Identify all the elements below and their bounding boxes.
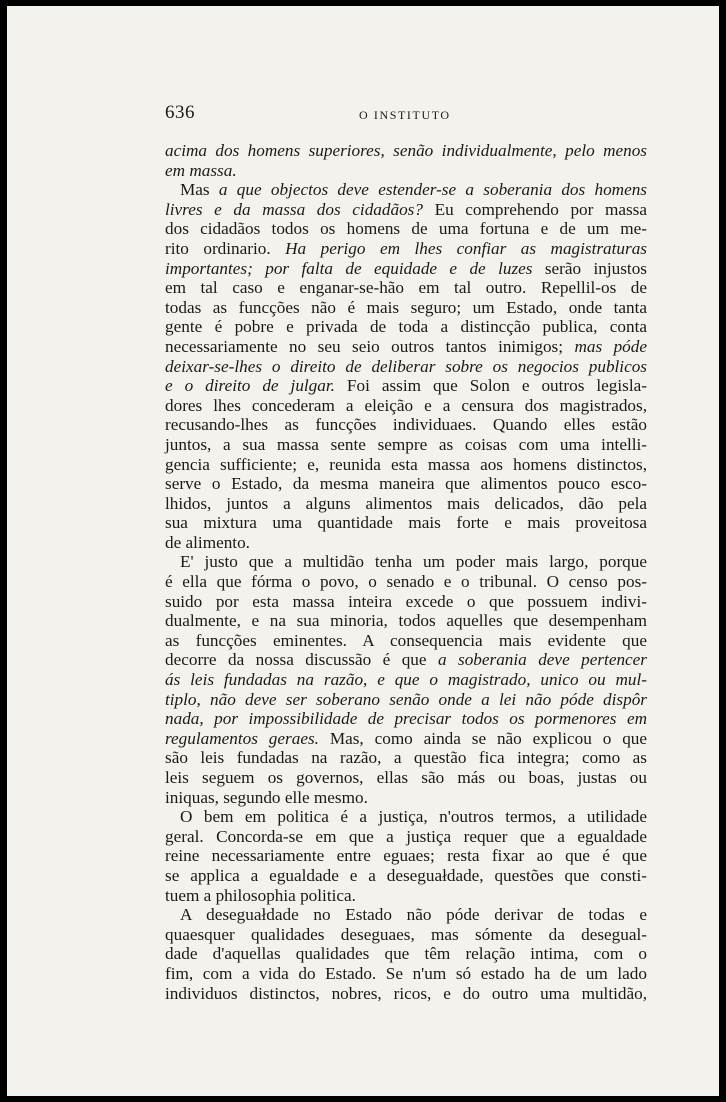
text-line xyxy=(165,984,647,1004)
text-line xyxy=(165,552,647,572)
text-run: geral. Concorda-se em que a justiça requer que a egualdade xyxy=(165,826,647,846)
italic-run: ás leis fundadas na razão, e que o magistrado, unico ou mul- xyxy=(165,670,647,690)
text-run: rito ordinario. xyxy=(165,238,286,258)
text-line xyxy=(165,317,647,337)
text-run: gente é pobre e privada de toda a distincção publica, conta xyxy=(165,317,647,337)
page-header xyxy=(165,102,647,126)
text-run: necessariamente no seu seio outros tantos inimigos; xyxy=(165,336,575,356)
text-line xyxy=(165,886,647,906)
text-run: dores lhes concederam a eleição e a censura dos magistrados, xyxy=(165,395,647,415)
text-run: reine necessariamente entre eguaes; resta fixar ao que é que xyxy=(165,846,647,866)
running-title: O INSTITUTO xyxy=(359,108,451,122)
text-run: sua mixtura uma quantidade mais forte e mais proveitosa xyxy=(165,513,647,533)
text-run: individuos distinctos, nobres, ricos, e do outro uma multidão, xyxy=(165,983,647,1003)
text-line xyxy=(165,219,647,239)
text-run: se applica a egualdade e a deseguałdade, questões que consti- xyxy=(165,865,647,885)
italic-run: importantes; por falta de equidade e de luzes xyxy=(165,258,533,278)
text-run: quaesquer qualidades deseguaes, mas sómente da desegual- xyxy=(165,924,647,944)
scan-border-right xyxy=(719,0,726,1102)
text-line xyxy=(165,650,647,670)
text-run: é ella que fórma o povo, o senado e o tribunal. O censo pos- xyxy=(165,572,647,592)
text-line xyxy=(165,925,647,945)
italic-run: a que objectos deve estender-se a soberania dos homens xyxy=(218,180,647,200)
text-run: dualmente, e na sua minoria, todos aquelles que desempenham xyxy=(165,611,647,631)
scan-border-left xyxy=(0,0,7,1102)
italic-run: a soberania deve pertencer xyxy=(437,650,647,670)
italic-run: regulamentos geraes. xyxy=(165,728,319,748)
text-line xyxy=(165,944,647,964)
italic-run: em massa. xyxy=(165,160,237,180)
text-line xyxy=(165,494,647,514)
text-line xyxy=(165,435,647,455)
text-line xyxy=(165,455,647,475)
italic-run: nada, por impossibilidade de precisar todos os pormenores em xyxy=(165,709,647,729)
text-run: dos cidadãos todos os homens de uma fortuna e de um me- xyxy=(165,219,647,239)
text-line xyxy=(165,141,647,161)
italic-run: Ha perigo em lhes confiar as magistraturas xyxy=(285,238,647,258)
text-line xyxy=(165,690,647,710)
text-run: E' justo que a multidão tenha um poder mais largo, porque xyxy=(180,552,647,572)
text-run: serve o Estado, da mesma maneira que alimentos pouco esco- xyxy=(165,474,647,494)
text-run: serão injustos xyxy=(532,258,647,278)
text-line xyxy=(165,709,647,729)
text-line xyxy=(165,807,647,827)
text-line xyxy=(165,337,647,357)
text-line xyxy=(165,748,647,768)
text-run: A deseguałdade no Estado não póde derivar de todas e xyxy=(180,905,647,925)
italic-run: livres e da massa dos cidadãos? xyxy=(165,199,423,219)
italic-run: e o direito de julgar. xyxy=(165,376,335,396)
text-line xyxy=(165,768,647,788)
text-line xyxy=(165,846,647,866)
text-run: as funcções eminentes. A consequencia mais evidente que xyxy=(165,630,647,650)
page-number: 636 xyxy=(165,102,195,123)
text-line xyxy=(165,788,647,808)
text-run: todas as funcções não é mais seguro; um Estado, onde tanta xyxy=(165,297,647,317)
page xyxy=(5,8,719,1095)
italic-run: mas póde xyxy=(574,336,647,356)
scan-border-bottom xyxy=(0,1096,726,1102)
text-line xyxy=(165,827,647,847)
italic-run: tiplo, não deve ser soberano senão onde a lei não póde dispôr xyxy=(165,689,647,709)
text-run: Mas, como ainda se não explicou o que xyxy=(318,728,648,748)
scan-border-top xyxy=(0,0,726,6)
text-line xyxy=(165,866,647,886)
text-line xyxy=(165,533,647,553)
text-run: lhidos, juntos a alguns alimentos mais delicados, dão pela xyxy=(165,493,647,513)
text-line xyxy=(165,200,647,220)
text-line xyxy=(165,964,647,984)
text-run: fim, com a vida do Estado. Se n'um só estado ha de um lado xyxy=(165,963,647,983)
text-run: decorre da nossa discussão é que xyxy=(165,650,438,670)
text-line xyxy=(165,631,647,651)
text-line xyxy=(165,474,647,494)
text-run: recusando-lhes as funcções individuaes. Quando elles estão xyxy=(165,415,647,435)
text-line xyxy=(165,415,647,435)
text-line xyxy=(165,396,647,416)
text-run: O bem em politica é a justiça, n'outros termos, a utilidade xyxy=(180,807,647,827)
text-line xyxy=(165,611,647,631)
text-run: Eu comprehendo por massa xyxy=(422,199,647,219)
text-line xyxy=(165,670,647,690)
text-run: leis seguem os governos, ellas são más ou boas, justas ou xyxy=(165,768,647,787)
italic-run: acima dos homens superiores, senão individualmente, pelo menos xyxy=(165,141,647,160)
text-line xyxy=(165,239,647,259)
text-run: em tal caso e enganar-se-hão em tal outro. Repellil-os de xyxy=(165,278,647,298)
text-run: são leis fundadas na razão, a questão fica integra; como as xyxy=(165,748,647,768)
text-run: Foi assim que Solon e outros legisla- xyxy=(334,376,647,396)
text-line xyxy=(165,729,647,749)
text-run: de alimento. xyxy=(165,532,250,552)
body-text xyxy=(165,141,647,1003)
text-line xyxy=(165,298,647,318)
text-line xyxy=(165,259,647,279)
italic-run: deixar-se-lhes o direito de deliberar sobre os negocios publicos xyxy=(165,356,647,376)
text-line xyxy=(165,376,647,396)
text-run: suido por esta massa inteira excede o que possuem indivi- xyxy=(165,591,647,611)
text-line xyxy=(165,592,647,612)
text-run: tuem a philosophia politica. xyxy=(165,885,356,905)
text-line xyxy=(165,161,647,181)
text-line xyxy=(165,357,647,377)
text-line xyxy=(165,180,647,200)
text-run: gencia sufficiente; e, reunida esta massa aos homens distinctos, xyxy=(165,454,647,474)
text-line xyxy=(165,572,647,592)
text-run: Mas xyxy=(180,180,219,200)
text-line xyxy=(165,513,647,533)
text-run: dade d'aquellas qualidades que têm relação intima, com o xyxy=(165,944,647,964)
text-line xyxy=(165,905,647,925)
text-run: iniquas, segundo elle mesmo. xyxy=(165,787,368,807)
text-run: juntos, a sua massa sente sempre as coisas com uma intelli- xyxy=(165,434,647,454)
text-line xyxy=(165,278,647,298)
